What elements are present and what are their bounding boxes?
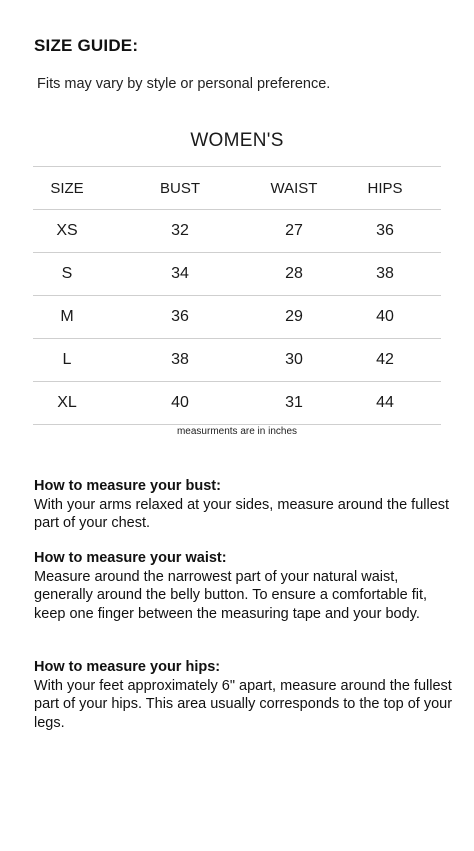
cell-bust: 34 [101, 253, 259, 296]
hips-guide-body: With your feet approximately 6" apart, measure around the fullest part of your hips. This area usually corresponds to the top of your legs. [34, 677, 453, 731]
waist-guide-heading: How to measure your waist: [34, 550, 227, 566]
cell-bust: 32 [101, 210, 259, 253]
cell-size: M [33, 296, 101, 339]
cell-bust: 38 [101, 339, 259, 382]
table-row [33, 210, 441, 253]
waist-guide-body: Measure around the narrowest part of your natural waist, generally around the belly button. To ensure a comfortable fit, keep one finger between the measuring tape and your body. [34, 568, 428, 622]
cell-waist: 31 [259, 382, 329, 425]
cell-waist: 28 [259, 253, 329, 296]
cell-hips: 44 [329, 382, 441, 425]
cell-hips: 42 [329, 339, 441, 382]
measurement-unit-note: measurments are in inches [176, 426, 298, 437]
table-heading: WOMEN'S [190, 130, 284, 151]
page-title: SIZE GUIDE: [34, 36, 139, 55]
hips-measure-guide [34, 658, 454, 732]
cell-hips: 36 [329, 210, 441, 253]
cell-bust: 40 [101, 382, 259, 425]
table-header-row [33, 167, 441, 210]
table-row [33, 339, 441, 382]
cell-size: S [33, 253, 101, 296]
column-header-hips: HIPS [329, 167, 441, 210]
column-header-size: SIZE [33, 167, 101, 210]
column-header-waist: WAIST [259, 167, 329, 210]
cell-size: XL [33, 382, 101, 425]
bust-guide-body: With your arms relaxed at your sides, measure around the fullest part of your chest. [34, 496, 450, 531]
cell-waist: 29 [259, 296, 329, 339]
cell-hips: 40 [329, 296, 441, 339]
table-row [33, 253, 441, 296]
cell-size: L [33, 339, 101, 382]
size-chart-table [33, 166, 441, 425]
bust-guide-heading: How to measure your bust: [34, 478, 221, 494]
cell-bust: 36 [101, 296, 259, 339]
waist-measure-guide [34, 549, 454, 623]
cell-waist: 30 [259, 339, 329, 382]
table-row [33, 296, 441, 339]
hips-guide-heading: How to measure your hips: [34, 659, 221, 675]
cell-hips: 38 [329, 253, 441, 296]
bust-measure-guide [34, 477, 454, 533]
cell-waist: 27 [259, 210, 329, 253]
table-row [33, 382, 441, 425]
cell-size: XS [33, 210, 101, 253]
column-header-bust: BUST [101, 167, 259, 210]
page-subtitle: Fits may vary by style or personal preference. [37, 76, 331, 92]
